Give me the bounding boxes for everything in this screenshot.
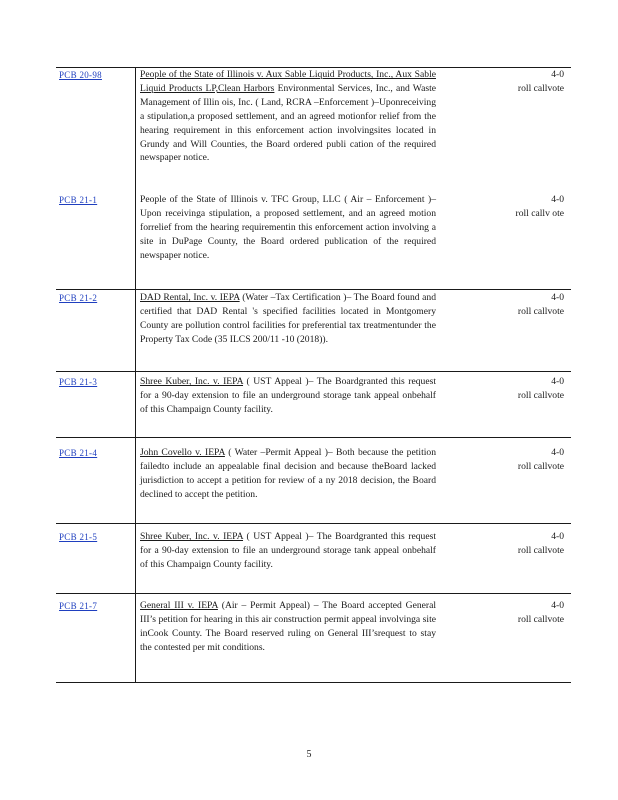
case-link[interactable]: PCB 20-98: [59, 70, 102, 80]
case-link[interactable]: PCB 21-3: [59, 377, 98, 387]
case-description: [140, 291, 436, 347]
table-row: [56, 446, 571, 524]
vote-type: roll callvote: [517, 544, 564, 556]
case-text: ( Water –Permit Appeal )– Both because the petition failedto include an appealable final decision and because theBoard lacked jurisdiction to accept a petition for review of a ny 2018 decision, the Board declined to accept the petition.: [140, 447, 436, 500]
case-text: ( UST Appeal )– The Boardgranted this request for a 90-day extension to file an underground storage tank appeal onbehalf of this Champaign County facility.: [140, 531, 436, 570]
vote-result: [496, 530, 564, 558]
vote-result: [496, 291, 564, 319]
case-parties: John Covello v. IEPA: [140, 447, 225, 458]
table-row: [56, 530, 571, 594]
table-row: [56, 291, 571, 372]
vote-result: [496, 375, 564, 403]
page-number: 5: [306, 749, 312, 760]
vote-count: 4-0: [551, 600, 564, 611]
vote-type: roll callvote: [517, 460, 564, 472]
vote-result: [496, 446, 564, 474]
vote-count: 4-0: [551, 531, 564, 542]
vote-type: roll callvote: [517, 389, 564, 401]
vote-result: [496, 599, 564, 627]
vote-type: roll callv ote: [515, 207, 564, 219]
case-description: [140, 530, 436, 572]
vote-count: 4-0: [551, 376, 564, 387]
vote-result: [496, 193, 564, 221]
case-link[interactable]: PCB 21-7: [59, 601, 98, 611]
vote-count: 4-0: [551, 194, 564, 205]
case-text: (Air – Permit Appeal) – The Board accepted General III’s petition for hearing in this air construction permit appeal involvinga site inCook County. The Board reserved ruling on General III’srequest to stay the contested per mit conditions.: [140, 600, 437, 653]
vote-count: 4-0: [551, 69, 564, 80]
case-description: [140, 68, 436, 165]
case-description: [140, 446, 436, 502]
case-parties: People of the State of Illinois v. Aux Sable Liquid Products, Inc., Aux Sable Liquid Products LP,Clean Harbors: [140, 69, 436, 94]
vote-type: roll callvote: [517, 305, 564, 317]
table-row: [56, 193, 571, 290]
vote-count: 4-0: [551, 292, 564, 303]
case-link[interactable]: PCB 21-5: [59, 532, 98, 542]
case-parties: DAD Rental, Inc. v. IEPA: [140, 292, 240, 303]
case-link[interactable]: PCB 21-2: [59, 293, 98, 303]
table-row: [56, 375, 571, 438]
case-text: ( UST Appeal )– The Boardgranted this request for a 90-day extension to file an underground storage tank appeal onbehalf of this Champaign County facility.: [140, 376, 436, 415]
case-link[interactable]: PCB 21-1: [59, 195, 98, 205]
vote-type: roll callvote: [517, 613, 564, 625]
case-link[interactable]: PCB 21-4: [59, 448, 98, 458]
table-row: [56, 599, 571, 683]
vote-count: 4-0: [551, 447, 564, 458]
case-parties: Shree Kuber, Inc. v. IEPA: [140, 531, 244, 542]
case-parties: Shree Kuber, Inc. v. IEPA: [140, 376, 244, 387]
vote-result: [496, 68, 564, 96]
table-row: [56, 68, 571, 189]
case-text: People of the State of Illinois v. TFC Group, LLC ( Air – Enforcement )–Upon receivinga stipulation, a proposed settlement, and an agreed motion forrelief from the hearing requirementin this enforcement action involving a site in DuPage County, the Board ordered publication of the required newspaper notice.: [140, 194, 436, 261]
case-description: [140, 193, 436, 263]
case-parties: General III v. IEPA: [140, 600, 218, 611]
case-text: (Water –Tax Certification )– The Board found and certified that DAD Rental 's specified facilities located in Montgomery County are pollution control facilities for preferential tax treatmentunder the Property Tax Code (35 ILCS 200/11 -10 (2018)).: [140, 292, 436, 345]
case-description: [140, 599, 436, 655]
case-text: Environmental Services, Inc., and Waste Management of Illin ois, Inc. ( Land, RCRA –Enforcement )–Uponreceiving a stipulation,a proposed settlement, and an agreed motionfor relief from the hearing requirement in this enforcement action involvingsites located in Grundy and Will Counties, the Board ordered publi cation of the required newspaper notice.: [140, 82, 437, 164]
vote-type: roll callvote: [517, 82, 564, 94]
case-description: [140, 375, 436, 417]
